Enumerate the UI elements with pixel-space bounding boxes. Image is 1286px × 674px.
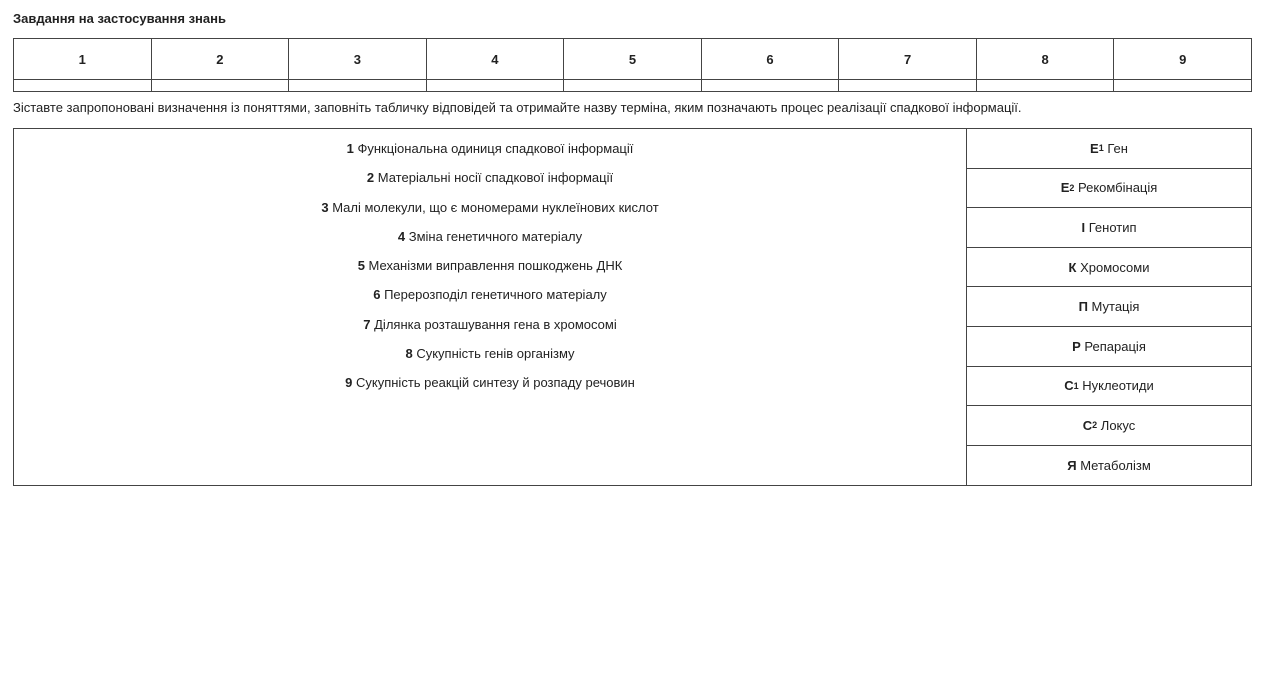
definition-text: Малі молекули, що є мономерами нуклеїнових кислот	[332, 199, 659, 215]
term-letter: І	[1081, 219, 1086, 235]
answer-cell[interactable]	[289, 80, 427, 92]
term-letter: Я	[1067, 458, 1077, 474]
instruction-text: Зіставте запропоновані визначення із поняттями, заповніть табличку відповідей та отримайте назву терміна, яким позначають процес реалізації спадкової інформації.	[13, 100, 1022, 115]
task-title: Завдання на застосування знань	[13, 11, 226, 26]
term-item	[967, 367, 1251, 407]
definition-number: 1	[346, 141, 354, 156]
term-letter: С	[1082, 417, 1093, 433]
definition-number: 9	[345, 375, 353, 391]
definition-number: 6	[373, 287, 381, 303]
term-text: Хромосоми	[1080, 259, 1150, 275]
term-item	[967, 287, 1251, 327]
term-subscript: 2	[1092, 420, 1098, 431]
definition-item	[14, 345, 966, 374]
definition-item	[14, 140, 966, 169]
term-item	[967, 446, 1251, 486]
definition-text: Сукупність реакцій синтезу й розпаду речовин	[355, 375, 635, 391]
definition-number: 7	[363, 316, 371, 332]
answer-header-cell: 6	[701, 39, 839, 80]
term-item	[967, 208, 1251, 248]
definition-number: 2	[366, 170, 375, 186]
term-item	[967, 129, 1251, 169]
term-subscript: 2	[1069, 182, 1075, 193]
answer-header-cell: 5	[564, 39, 702, 80]
answer-table	[13, 38, 1252, 92]
term-subscript: 1	[1098, 143, 1104, 154]
definition-text: Сукупність генів організму	[416, 346, 575, 362]
term-item	[967, 248, 1251, 288]
definition-text: Механізми виправлення пошкоджень ДНК	[368, 258, 623, 274]
term-text: Нуклеотиди	[1082, 378, 1154, 394]
matching-table	[13, 128, 1252, 486]
answer-header-cell: 7	[839, 39, 977, 80]
answer-header-cell: 9	[1114, 39, 1252, 80]
answer-cell[interactable]	[976, 80, 1114, 92]
answer-cell[interactable]	[426, 80, 564, 92]
term-letter: С	[1064, 378, 1074, 394]
definition-item	[14, 257, 966, 286]
definition-number: 8	[405, 346, 413, 362]
term-letter: П	[1078, 299, 1088, 315]
term-item	[967, 327, 1251, 367]
definition-item	[14, 228, 966, 257]
term-text: Локус	[1100, 417, 1136, 433]
definition-number: 3	[321, 199, 329, 215]
term-text: Метаболізм	[1080, 458, 1151, 474]
term-letter: Е	[1060, 180, 1070, 196]
definition-item	[14, 286, 966, 315]
answer-header-cell: 4	[426, 39, 564, 80]
definition-text: Перерозподіл генетичного матеріалу	[384, 287, 607, 303]
answer-header-cell: 2	[151, 39, 289, 80]
term-subscript: 1	[1073, 380, 1079, 391]
term-text: Мутація	[1091, 299, 1140, 315]
answer-header-cell: 8	[976, 39, 1114, 80]
definitions-column	[14, 129, 967, 485]
definition-item	[14, 169, 966, 198]
definition-text: Зміна генетичного матеріалу	[408, 228, 583, 244]
answer-header-cell: 3	[289, 39, 427, 80]
answer-cell[interactable]	[839, 80, 977, 92]
definition-text: Матеріальні носії спадкової інформації	[377, 170, 614, 186]
answer-cell[interactable]	[701, 80, 839, 92]
answer-header-cell: 1	[14, 39, 152, 80]
definition-text: Функціональна одиниця спадкової інформації	[357, 141, 634, 156]
definition-text: Ділянка розташування гена в хромосомі	[374, 316, 617, 332]
definition-number: 4	[397, 228, 406, 244]
term-letter: Е	[1090, 140, 1099, 156]
term-item	[967, 406, 1251, 446]
answer-cell[interactable]	[1114, 80, 1252, 92]
answer-cell[interactable]	[151, 80, 289, 92]
definition-item	[14, 374, 966, 403]
answer-input-row	[14, 80, 1252, 92]
answer-header-row	[14, 39, 1252, 80]
terms-column	[967, 129, 1251, 485]
term-item	[967, 169, 1251, 209]
term-text: Генотип	[1088, 219, 1137, 235]
definition-item	[14, 316, 966, 345]
term-text: Репарація	[1084, 338, 1146, 354]
term-text: Ген	[1107, 140, 1128, 156]
term-letter: К	[1068, 259, 1077, 275]
answer-cell[interactable]	[14, 80, 152, 92]
term-text: Рекомбінація	[1078, 180, 1158, 196]
definition-item	[14, 199, 966, 228]
definition-number: 5	[357, 258, 365, 274]
term-letter: Р	[1072, 338, 1081, 354]
answer-cell[interactable]	[564, 80, 702, 92]
